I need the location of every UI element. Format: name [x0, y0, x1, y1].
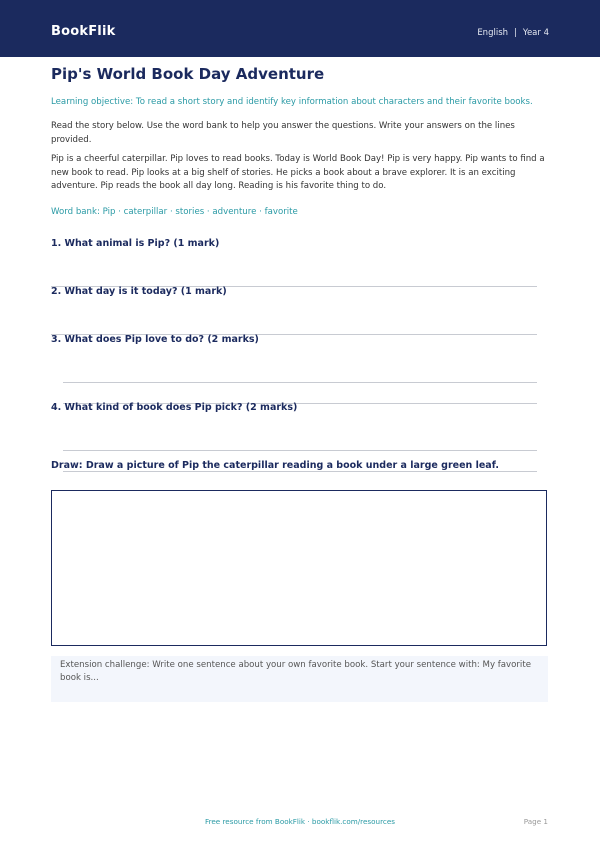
answer-line-4a[interactable] — [63, 450, 537, 451]
drawing-box[interactable] — [51, 490, 547, 646]
question-4: 4. What kind of book does Pip pick? (2 marks) — [51, 402, 298, 413]
worksheet-title: Pip's World Book Day Adventure — [51, 65, 325, 83]
question-3: 3. What does Pip love to do? (2 marks) — [51, 334, 259, 345]
question-1: 1. What animal is Pip? (1 mark) — [51, 238, 220, 249]
story-text: Pip is a cheerful caterpillar. Pip loves to read books. Today is World Book Day! Pip is very happy. Pip wants to find a new book to read. Pip looks at a big shelf of stories. He picks a book about a brave explorer. It is an exciting adventure. Pip reads the book all day long. Reading is his favorite thing to do. — [51, 154, 545, 191]
footer-credit[interactable]: Free resource from BookFlik · bookflik.com/resources — [204, 817, 396, 826]
instructions-text: Read the story below. Use the word bank to help you answer the questions. Write your answers on the lines provided. — [51, 121, 515, 145]
extension-challenge-box — [51, 656, 548, 702]
answer-line-4b[interactable] — [63, 471, 537, 472]
answer-line-3a[interactable] — [63, 382, 537, 383]
subject-label: English — [477, 28, 509, 38]
brand-logo[interactable]: BookFlik — [51, 24, 116, 39]
extension-challenge-text: Extension challenge: Write one sentence about your own favorite book. Start your sentence with: My favorite book is... — [60, 660, 531, 683]
subject-year-label — [477, 28, 549, 38]
question-2: 2. What day is it today? (1 mark) — [51, 286, 227, 297]
meta-separator: | — [514, 28, 517, 38]
learning-objective: Learning objective: To read a short story and identify key information about characters and their favorite books. — [51, 97, 533, 107]
page-number: Page 1 — [523, 817, 548, 826]
year-label: Year 4 — [522, 28, 549, 38]
header-bar — [0, 0, 600, 57]
draw-prompt: Draw: Draw a picture of Pip the caterpillar reading a book under a large green leaf. — [51, 460, 499, 471]
word-bank: Word bank: Pip · caterpillar · stories · adventure · favorite — [51, 207, 298, 217]
